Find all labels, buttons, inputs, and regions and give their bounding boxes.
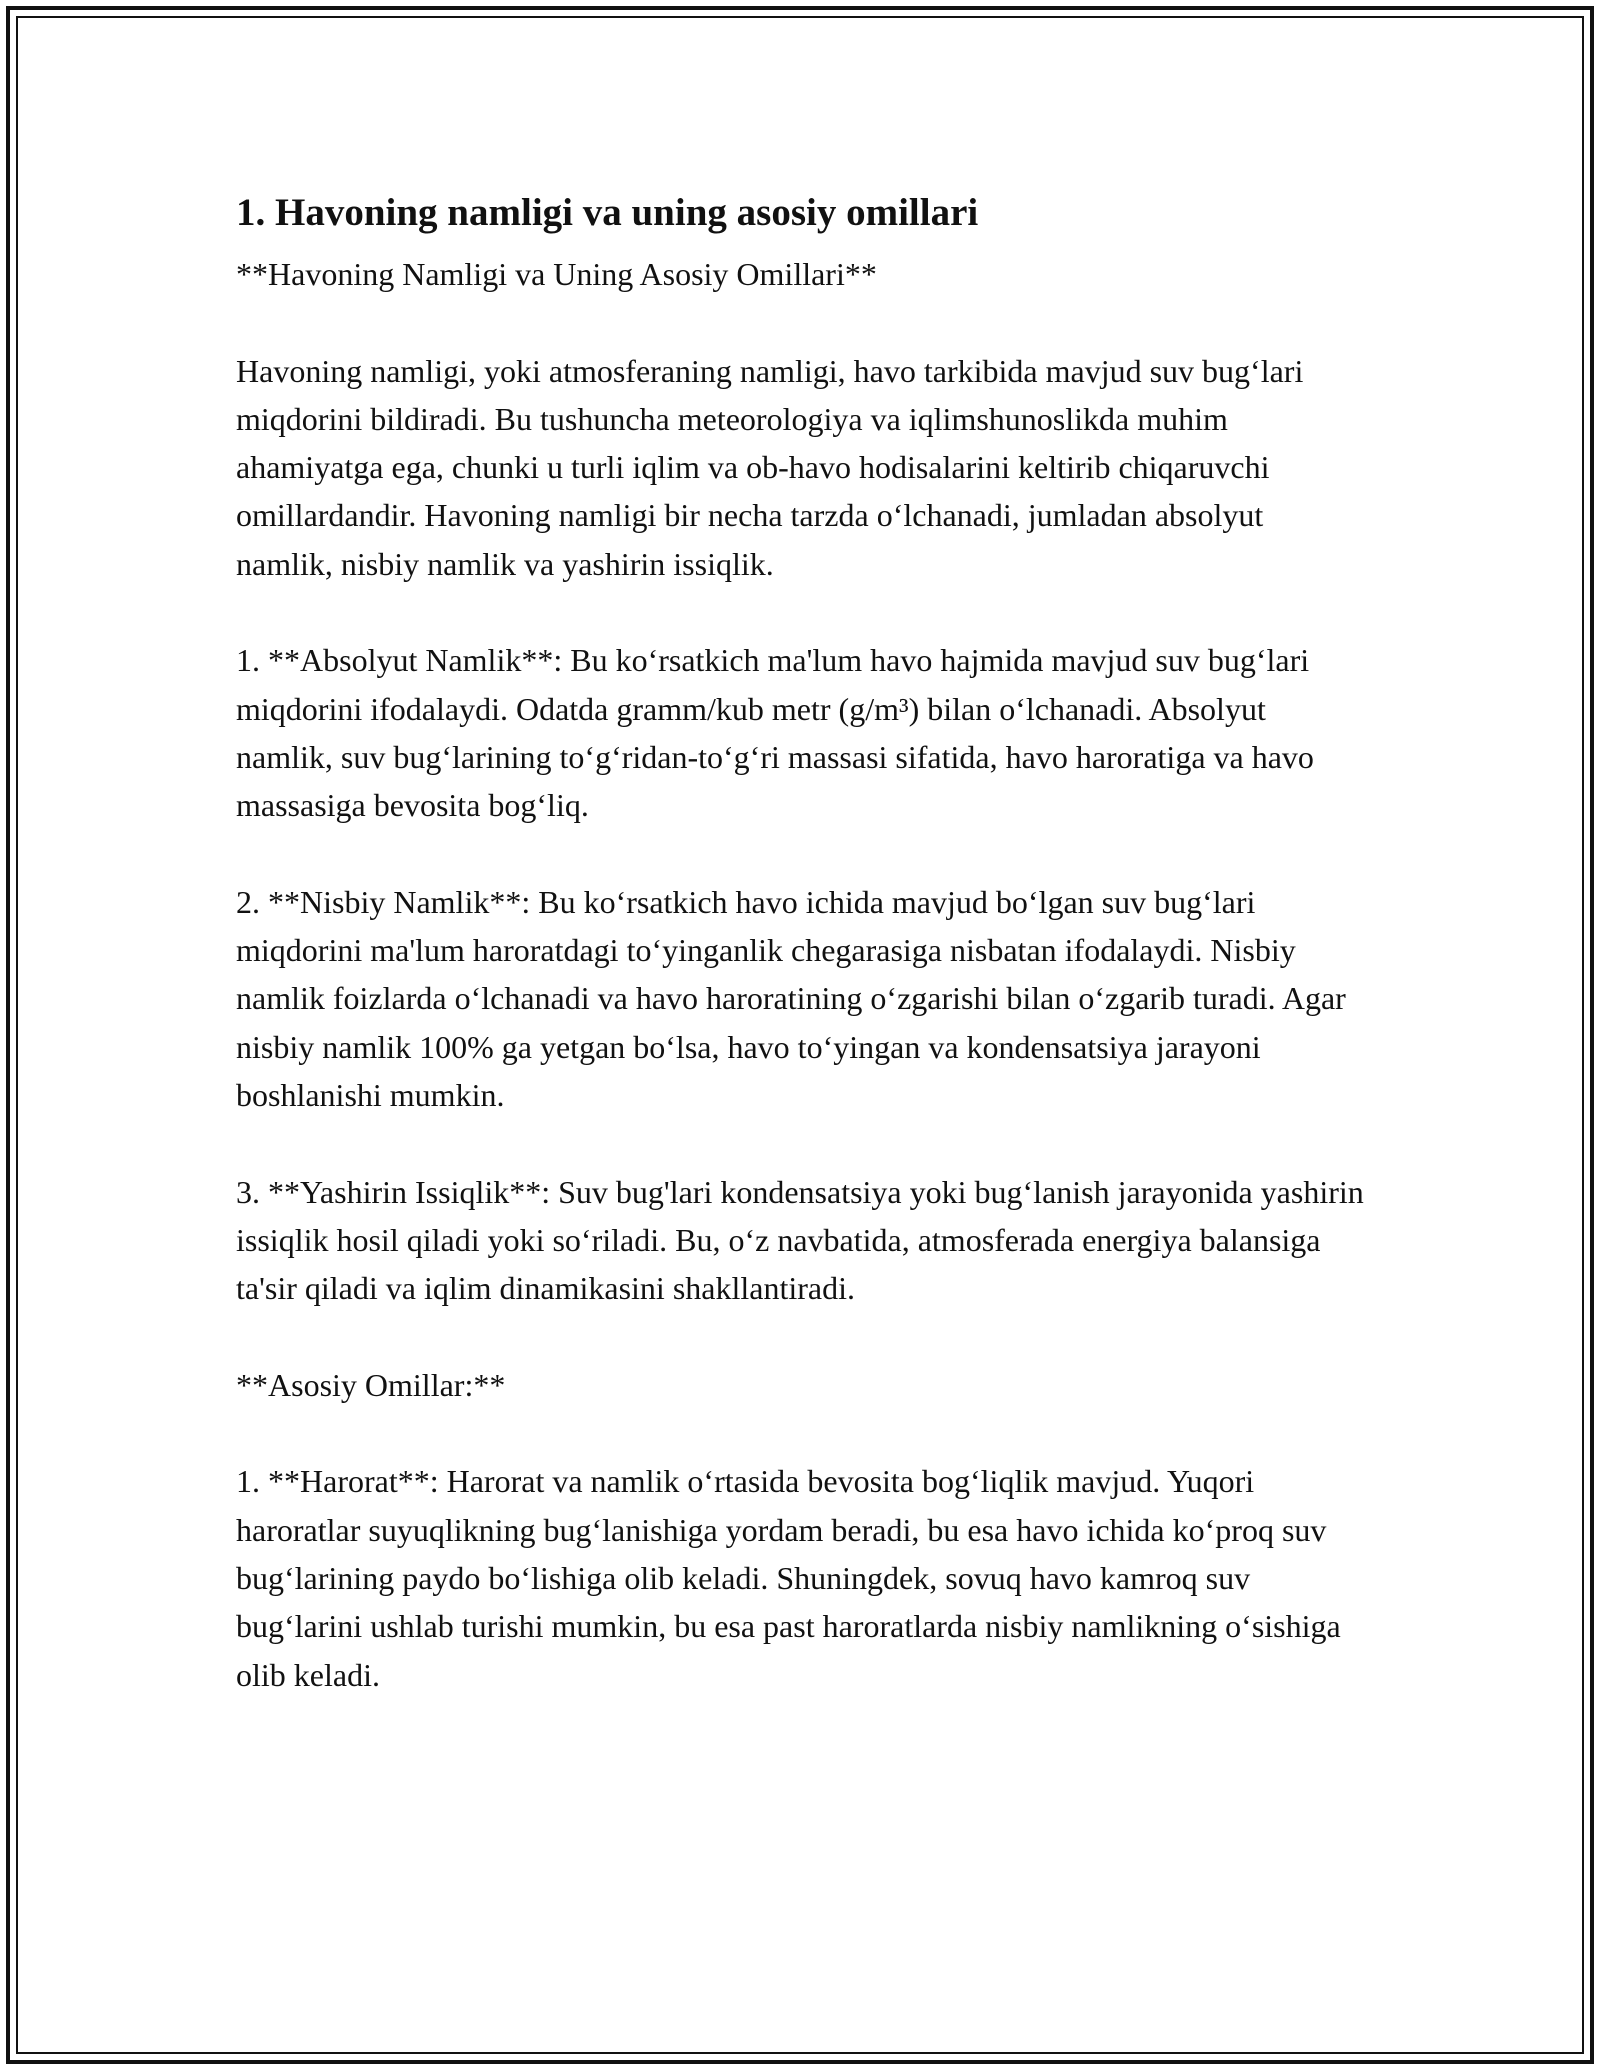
list-item-nisbiy-namlik: 2. **Nisbiy Namlik**: Bu ko‘rsatkich havo ichida mavjud bo‘lgan suv bug‘lari miqdorini ma'lum haroratdagi to‘yinganlik chegarasiga nisbatan ifodalaydi. Nisbiy namlik foizlarda o‘lchanadi va havo haroratining o‘zgarishi bilan o‘zgarib turadi. Agar nisbiy namlik 100% ga yetgan bo‘lsa, havo to‘yingan va kondensatsiya jarayoni boshlanishi mumkin. [236, 883, 1346, 1114]
section-heading: **Havoning Namligi va Uning Asosiy Omillari** [236, 256, 877, 292]
list-item-yashirin-issiqlik: 3. **Yashirin Issiqlik**: Suv bug'lari kondensatsiya yoki bug‘lanish jarayonida yashirin issiqlik hosil qiladi yoki so‘riladi. Bu, o‘z navbatida, atmosferada energiya balansiga ta'sir qiladi va iqlim dinamikasini shakllantiradi. [236, 1173, 1364, 1307]
list-item-absolyut-namlik: 1. **Absolyut Namlik**: Bu ko‘rsatkich ma'lum havo hajmida mavjud suv bug‘lari miqdorini ifodalaydi. Odatda gramm/kub metr (g/m³) bilan o‘lchanadi. Absolyut namlik, suv bug‘larining to‘g‘ridan-to‘g‘ri massasi sifatida, havo haroratiga va havo massasiga bevosita bog‘liq. [236, 642, 1314, 824]
subsection-heading: **Asosiy Omillar:** [236, 1366, 506, 1403]
document-body [236, 184, 1366, 1747]
document-title: 1. Havoning namligi va uning asosiy omillari [236, 191, 979, 234]
intro-paragraph: Havoning namligi, yoki atmosferaning namligi, havo tarkibida mavjud suv bug‘lari miqdorini bildiradi. Bu tushuncha meteorologiya va iqlimshunoslikda muhim ahamiyatga ega, chunki u turli iqlim va ob-havo hodisalarini keltirib chiqaruvchi omillardandir. Havoning namligi bir necha tarzda o‘lchanadi, jumladan absolyut namlik, nisbiy namlik va yashirin issiqlik. [236, 352, 1304, 582]
list-item-harorat: 1. **Harorat**: Harorat va namlik o‘rtasida bevosita bog‘liqlik mavjud. Yuqori haroratlar suyuqlikning bug‘lanishiga yordam beradi, bu esa havo ichida ko‘proq suv bug‘larining paydo bo‘lishiga olib keladi. Shuningdek, sovuq havo kamroq suv bug‘larini ushlab turishi mumkin, bu esa past haroratlarda nisbiy namlikning o‘sishiga olib keladi. [236, 1463, 1341, 1693]
